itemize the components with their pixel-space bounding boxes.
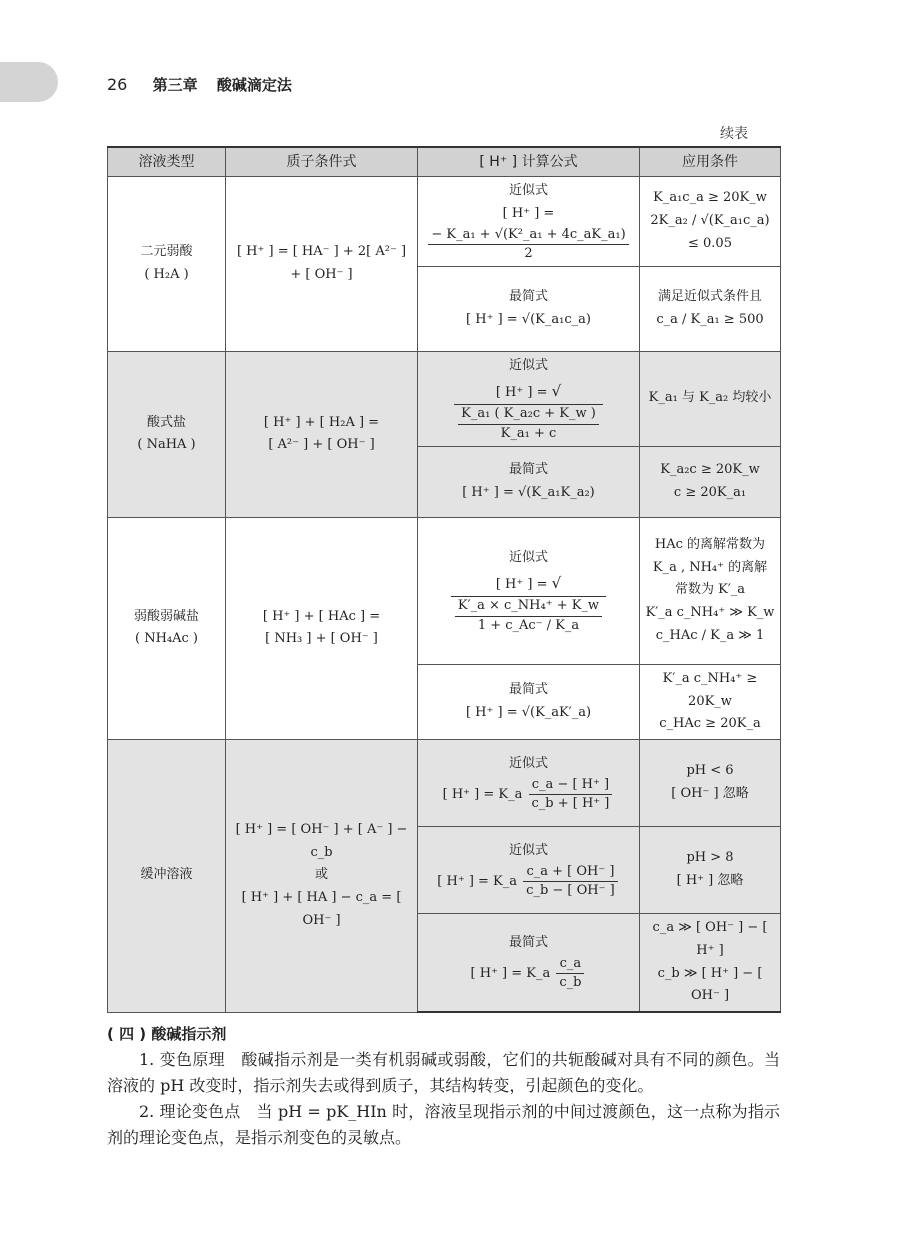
formula-cell: [418, 446, 640, 517]
condition-line: c ≥ 20K_a₁: [673, 484, 747, 500]
formula-lhs: [ H⁺ ] = K_a: [470, 966, 551, 982]
formula-lhs: [ H⁺ ] =: [495, 384, 548, 400]
condition-line: K_a₂c ≥ 20K_w: [660, 462, 760, 477]
condition-line: K_a₁ 与 K_a₂ 均较小: [648, 390, 772, 406]
solution-formula: ( NH₄Ac ): [134, 631, 198, 647]
formula-label: 近似式: [508, 549, 548, 565]
formula-lhs: [ H⁺ ] = K_a: [437, 873, 518, 889]
formula-cell: [418, 177, 640, 267]
header-solution-type: 溶液类型: [108, 147, 226, 177]
condition-line: HAc 的离解常数为: [654, 536, 766, 552]
condition-line: c_a ≫ [ OH⁻ ] − [ H⁺ ]: [652, 920, 768, 958]
fraction-denominator: c_b + [ H⁺ ]: [531, 795, 610, 811]
chapter-label: 第三章: [152, 76, 198, 94]
fraction-denominator: K_a₁ + c: [500, 425, 557, 441]
table-row: [108, 177, 781, 267]
proton-line: [ A²⁻ ] + [ OH⁻ ]: [268, 437, 375, 453]
paragraph: 2. 理论变色点 当 pH = pK_HIn 时，溶液呈现指示剂的中间过渡颜色，这一点称为指示剂的理论变色点，是指示剂变色的灵敏点。: [107, 1102, 780, 1147]
proton-line: 或: [314, 867, 328, 883]
condition-cell: [640, 827, 781, 914]
formula-label: 最简式: [508, 682, 548, 698]
condition-line: K′_a c_NH₄⁺ ≥ 20K_w: [662, 670, 758, 709]
condition-cell: [640, 914, 781, 1013]
sqrt-body: [454, 404, 603, 442]
formula-label: 最简式: [508, 462, 548, 477]
page-number: 26: [107, 75, 128, 94]
formula-text: [ H⁺ ] = √(K_a₁c_a): [466, 311, 591, 327]
condition-line: c_HAc / K_a ≫ 1: [655, 627, 765, 643]
condition-cell: [640, 664, 781, 739]
formula-cell: [418, 827, 640, 914]
formula-cell: [418, 517, 640, 664]
condition-cell: [640, 740, 781, 827]
condition-line: pH < 6: [686, 763, 734, 779]
solution-type: 二元弱酸: [140, 244, 193, 260]
formula-label: 近似式: [508, 183, 548, 198]
formula-label: 最简式: [508, 289, 548, 305]
fraction-denominator: c_b − [ OH⁻ ]: [526, 882, 615, 898]
proton-line: [ H⁺ ] + [ HA ] − c_a = [ OH⁻ ]: [241, 890, 402, 928]
sqrt-icon: √: [551, 573, 562, 592]
solution-type-cell: [108, 517, 226, 739]
formula-lhs: [ H⁺ ] =: [495, 576, 548, 592]
condition-line: c_HAc ≥ 20K_a: [659, 716, 761, 732]
condition-line: 2K_a₂ / √(K_a₁c_a) ≤ 0.05: [650, 213, 770, 251]
solution-formula: ( NaHA ): [137, 437, 196, 453]
formula-cell: [418, 664, 640, 739]
condition-cell: [640, 446, 781, 517]
proton-condition-cell: [226, 351, 418, 517]
formula-label: 近似式: [508, 357, 548, 373]
header-formula: [ H⁺ ] 计算公式: [418, 147, 640, 177]
continued-label: 续表: [720, 126, 748, 142]
solution-type-cell: [108, 177, 226, 352]
condition-line: K′_a c_NH₄⁺ ≫ K_w: [645, 605, 775, 621]
proton-line: [ H⁺ ] + [ H₂A ] =: [263, 414, 380, 430]
chapter-title: 酸碱滴定法: [216, 76, 292, 94]
formula-cell: [418, 266, 640, 351]
formula-cell: [418, 914, 640, 1013]
formula-fraction: [428, 226, 628, 263]
solution-type-cell: [108, 351, 226, 517]
page-header: [107, 74, 292, 95]
formula-table: [107, 146, 781, 1013]
solution-type: 酸式盐: [146, 414, 186, 430]
formula-lhs: [ H⁺ ] = K_a: [442, 786, 523, 802]
fraction-denominator: c_b: [559, 975, 582, 991]
proton-line: [ H⁺ ] + [ HAc ] =: [262, 608, 381, 624]
solution-type: 弱酸弱碱盐: [133, 608, 199, 624]
condition-line: [ OH⁻ ] 忽略: [671, 786, 749, 801]
formula-fraction: [556, 955, 584, 992]
table-row: [108, 740, 781, 827]
formula-text: [ H⁺ ] = √(K_a₁K_a₂): [462, 484, 595, 500]
formula-label: 最简式: [508, 935, 548, 951]
body-text: [107, 1021, 780, 1151]
fraction-numerator: − K_a₁ + √(K²_a₁ + 4c_aK_a₁): [428, 226, 628, 245]
condition-line: c_b ≫ [ H⁺ ] − [ OH⁻ ]: [657, 965, 763, 1004]
condition-cell: [640, 266, 781, 351]
condition-line: c_a / K_a₁ ≥ 500: [656, 311, 764, 327]
condition-cell: [640, 351, 781, 446]
formula-label: 近似式: [508, 842, 548, 858]
formula-text: [ H⁺ ] = √(K_aK′_a): [465, 704, 592, 720]
proton-line: [ NH₃ ] + [ OH⁻ ]: [265, 631, 378, 647]
page-edge-tab: [0, 62, 58, 102]
fraction-numerator: c_a + [ OH⁻ ]: [523, 863, 618, 882]
solution-type: 缓冲溶液: [140, 867, 193, 883]
formula-fraction: [523, 863, 618, 900]
condition-cell: [640, 517, 781, 664]
sqrt-icon: √: [551, 381, 562, 400]
fraction-numerator: c_a: [556, 955, 584, 974]
header-conditions: 应用条件: [640, 147, 781, 177]
section-title: ( 四 ) 酸碱指示剂: [107, 1025, 227, 1043]
solution-formula: ( H₂A ): [144, 266, 189, 282]
table-row: [108, 517, 781, 664]
paragraph: 1. 变色原理 酸碱指示剂是一类有机弱碱或弱酸，它们的共轭酸碱对具有不同的颜色。当溶液的 pH 改变时，指示剂失去或得到质子，其结构转变，引起颜色的变化。: [107, 1050, 780, 1095]
condition-line: K_a , NH₄⁺ 的离解: [652, 559, 768, 575]
fraction-denominator: 2: [524, 245, 533, 261]
condition-line: 满足近似式条件且: [657, 289, 762, 305]
condition-line: pH > 8: [686, 850, 734, 866]
condition-line: [ H⁺ ] 忽略: [676, 873, 744, 888]
formula-cell: [418, 740, 640, 827]
formula-fraction: [455, 597, 602, 634]
fraction-numerator: c_a − [ H⁺ ]: [529, 776, 613, 795]
fraction-numerator: K′_a × c_NH₄⁺ + K_w: [455, 597, 602, 616]
proton-line: [ H⁺ ] = [ HA⁻ ] + 2[ A²⁻ ]: [236, 244, 407, 260]
formula-fraction: [458, 405, 599, 442]
formula-fraction: [529, 776, 613, 813]
fraction-denominator: 1 + c_Ac⁻ / K_a: [477, 617, 580, 633]
solution-type-cell: [108, 740, 226, 1013]
proton-condition-cell: [226, 740, 418, 1013]
formula-label: 近似式: [508, 755, 548, 771]
condition-cell: [640, 177, 781, 267]
condition-line: K_a₁c_a ≥ 20K_w: [653, 190, 767, 206]
proton-condition-cell: [226, 177, 418, 352]
table-header-row: [108, 147, 781, 177]
header-proton-condition: 质子条件式: [226, 147, 418, 177]
formula-cell: [418, 351, 640, 446]
fraction-numerator: K_a₁ ( K_a₂c + K_w ): [458, 405, 599, 424]
proton-line: [ H⁺ ] = [ OH⁻ ] + [ A⁻ ] − c_b: [235, 821, 408, 860]
table-row: [108, 351, 781, 446]
proton-condition-cell: [226, 517, 418, 739]
sqrt-body: [451, 596, 606, 634]
formula-lhs: [ H⁺ ] =: [502, 205, 555, 221]
condition-line: 常数为 K′_a: [674, 582, 746, 598]
proton-line: + [ OH⁻ ]: [290, 266, 353, 282]
